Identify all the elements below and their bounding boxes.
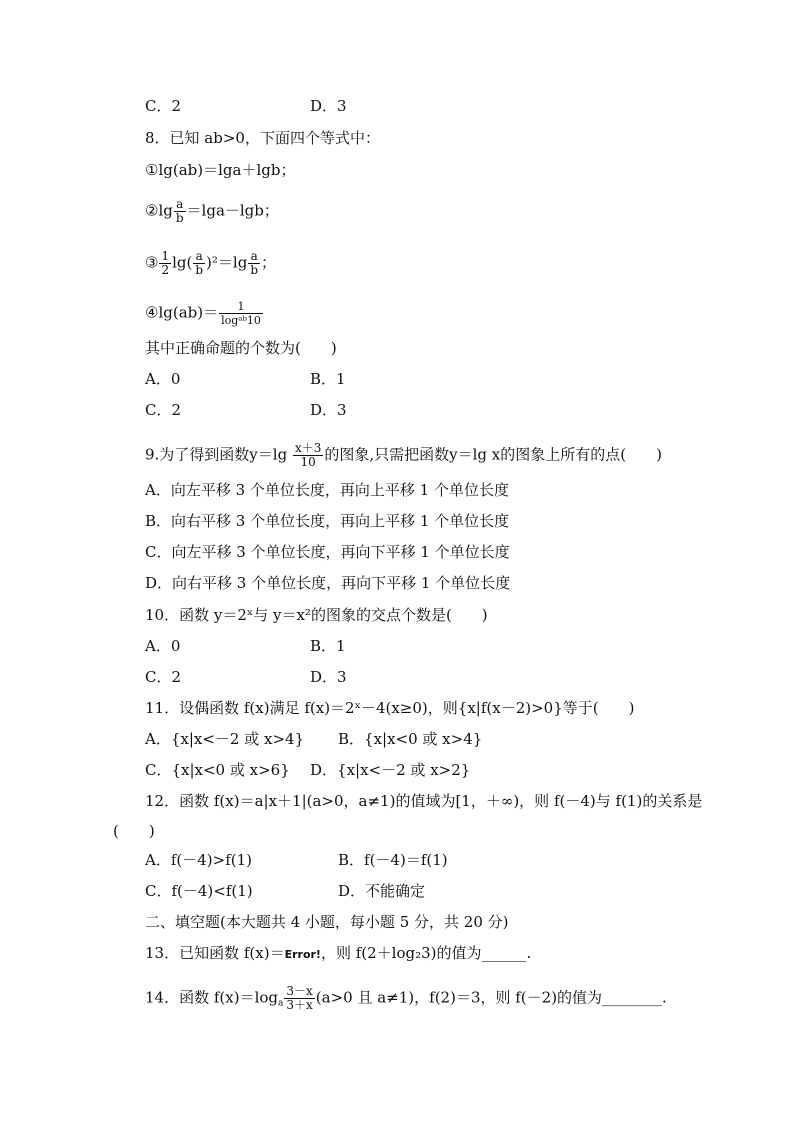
q8-s4-numerator: 1: [219, 300, 263, 314]
q8-option-d: D．3: [310, 401, 347, 419]
q8-question: 其中正确命题的个数为( ): [145, 339, 337, 357]
q8-s3-f3-numerator: a: [248, 250, 260, 264]
q9-option-c: C．向左平移 3 个单位长度，再向下平移 1 个单位长度: [145, 543, 510, 561]
q8-s3-f2-numerator: a: [193, 250, 205, 264]
q14-denominator: 3＋x: [286, 998, 313, 1012]
q8-option-b: B．1: [310, 370, 346, 388]
q10-option-b: B．1: [310, 637, 346, 655]
q8-statement-2: [145, 198, 279, 225]
q7-option-d: D．3: [310, 97, 347, 115]
q9-denominator: 10: [300, 455, 316, 469]
q10-stem: 10．函数 y＝2ˣ与 y＝x²的图象的交点个数是( ): [145, 606, 488, 624]
q8-s2-fraction: [174, 198, 186, 225]
q14-log-base: a: [278, 998, 284, 1009]
q9-option-b: B．向右平移 3 个单位长度，再向上平移 1 个单位长度: [145, 512, 510, 530]
q8-s3-f1-numerator: 1: [161, 249, 170, 263]
q10-option-d: D．3: [310, 668, 347, 686]
q8-s2-denominator: b: [175, 211, 184, 225]
q8-statement-3: [145, 250, 276, 277]
q8-statement-1: ①lg(ab)＝lga＋lgb；: [145, 161, 296, 179]
q8-s2-suffix: ＝lga－lgb；: [186, 201, 279, 220]
q12-stem: 12．函数 f(x)＝a|x＋1|(a>0，a≠1)的值域为[1，＋∞)，则 f(－4)与 f(1)的关系是: [145, 792, 703, 810]
q14-numerator: 3－x: [286, 984, 313, 998]
q14-stem-suffix: (a>0 且 a≠1)，f(2)＝3，则 f(－2)的值为________.: [315, 988, 667, 1007]
q8-option-c: C．2: [145, 401, 182, 419]
q11-stem: 11．设偶函数 f(x)满足 f(x)＝2ˣ－4(x≥0)，则{x|f(x－2)>0}等于( ): [145, 699, 635, 717]
q8-s2-prefix: ②lg: [145, 201, 173, 220]
q14-fraction: [284, 985, 314, 1012]
section-2-title: 二、填空题(本大题共 4 小题，每小题 5 分，共 20 分): [145, 913, 509, 931]
q12-option-a: A．f(－4)>f(1): [145, 851, 252, 869]
q13-error-text: Error!: [284, 948, 321, 961]
q8-s3-fraction-2: [193, 250, 205, 277]
q8-s3-f1-denominator: 2: [161, 263, 170, 277]
q8-s2-numerator: a: [174, 198, 186, 212]
q12-option-c: C．f(－4)<f(1): [145, 882, 253, 900]
q8-option-a: A．0: [145, 370, 181, 388]
q8-s3-fraction-1: [159, 250, 171, 277]
q13-stem-suffix: ，则 f(2＋log₂3)的值为______.: [320, 944, 532, 962]
q14-stem-prefix: 14．函数 f(x)＝log: [145, 988, 279, 1007]
q9-stem-prefix: 9.为了得到函数y＝lg: [145, 445, 292, 464]
q8-s4-prefix: ④lg(ab)＝: [145, 303, 219, 322]
q12-stem-answer-bracket: ( ): [113, 822, 155, 840]
q10-option-a: A．0: [145, 637, 181, 655]
q8-s3-fraction-3: [248, 250, 260, 277]
q8-s3-mid: lg(: [172, 253, 193, 272]
q12-option-d: D．不能确定: [338, 882, 426, 900]
q11-option-c: C．{x|x<0 或 x>6}: [145, 761, 290, 779]
q11-option-b: B．{x|x<0 或 x>4}: [338, 730, 483, 748]
q7-option-c: C．2: [145, 97, 182, 115]
q11-option-d: D．{x|x<－2 或 x>2}: [310, 761, 471, 779]
q8-s3-f2-denominator: b: [195, 263, 204, 277]
q9-option-d: D．向右平移 3 个单位长度，再向下平移 1 个单位长度: [145, 574, 511, 592]
q13-stem: [145, 944, 531, 964]
q8-s3-prefix: ③: [145, 253, 159, 272]
q8-statement-4: [145, 300, 264, 327]
q9-stem-suffix: 的图象,只需把函数y＝lg x的图象上所有的点( ): [324, 445, 662, 464]
q14-stem: [145, 985, 667, 1012]
q8-stem: 8．已知 ab>0，下面四个等式中：: [145, 129, 380, 147]
q8-s3-mid2: )²＝lg: [206, 253, 248, 272]
q10-option-c: C．2: [145, 668, 182, 686]
q8-s3-suffix: ；: [261, 253, 277, 272]
q8-s4-denominator: logᵃᵇ10: [221, 314, 261, 327]
q8-s4-fraction: [219, 300, 263, 327]
q9-numerator: x＋3: [294, 441, 322, 455]
q12-option-b: B．f(－4)＝f(1): [338, 851, 448, 869]
q8-s3-f3-denominator: b: [250, 263, 258, 277]
q9-fraction: [293, 442, 323, 469]
q11-option-a: A．{x|x<－2 或 x>4}: [145, 730, 305, 748]
q9-option-a: A．向左平移 3 个单位长度，再向上平移 1 个单位长度: [145, 481, 509, 499]
q13-stem-prefix: 13．已知函数 f(x)＝: [145, 944, 285, 962]
q9-stem: [145, 442, 662, 469]
